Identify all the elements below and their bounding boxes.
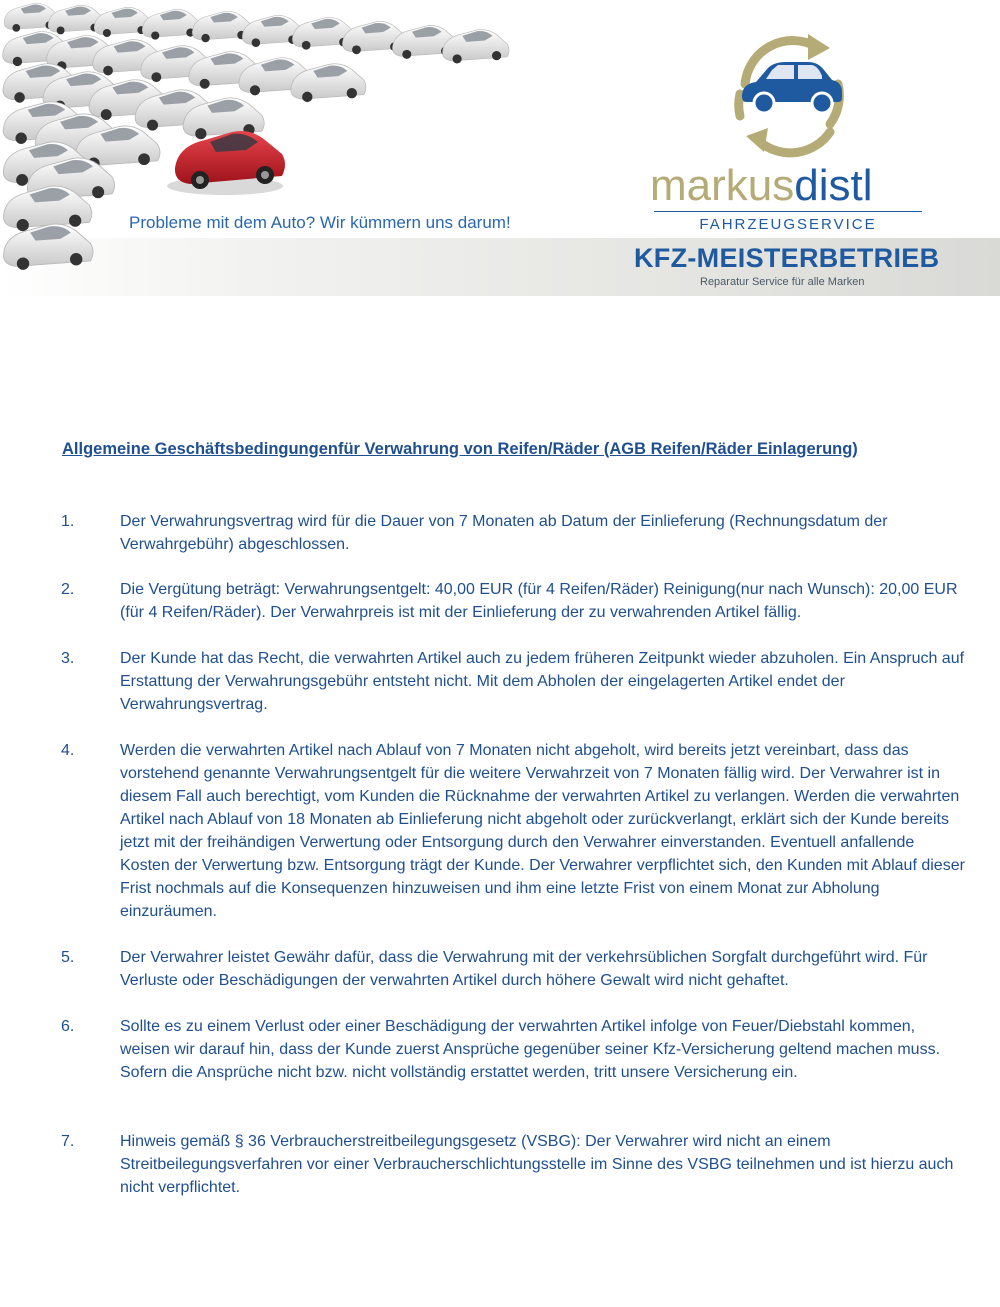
brand-subtitle: FAHRZEUGSERVICE bbox=[699, 216, 877, 233]
term-text: Sollte es zu einem Verlust oder einer Beschädigung der verwahrten Artikel infolge von Feuer/Diebstahl kommen, weisen wir darauf hin, dass der Kunde zuerst Ansprüche gegenüber seiner Kfz-Versicherung geltend machen muss. Sofern die Ansprüche nicht bzw. nicht vollständig erstattet werden, tritt unsere Versicherung ein. bbox=[120, 1018, 941, 1081]
term-number: 1. bbox=[61, 513, 75, 530]
term-number: 2. bbox=[61, 581, 75, 598]
brand-last-name: distl bbox=[794, 161, 873, 210]
term-text: Hinweis gemäß § 36 Verbraucherstreitbeilegungsgesetz (VSBG): Der Verwahrer wird nicht an einem Streitbeilegungsverfahren vor einer Verbraucherschlichtungsstelle im Sinne des VSBG teilnehmen und ist hierzu auch nicht verpflichtet. bbox=[120, 1133, 954, 1196]
car-icon bbox=[742, 62, 842, 113]
logo-emblem bbox=[720, 24, 860, 164]
car-fleet-illustration bbox=[0, 0, 560, 300]
red-car bbox=[167, 131, 285, 195]
term-number: 6. bbox=[61, 1018, 75, 1035]
term-number: 5. bbox=[61, 949, 75, 966]
term-text: Werden die verwahrten Artikel nach Ablauf von 7 Monaten nicht abgeholt, wird bereits jetzt vereinbart, dass das vorstehend genannte Verwahrungsentgelt für die weitere Verwahrzeit von 7 Monaten fällig wird. Der Verwahrer ist in diesem Fall auch berechtigt, vom Kunden die Rücknahme der verwahrten Artikel zu verlangen. Werden die verwahrten Artikel nach Ablauf von 18 Monaten ab Einlieferung nicht abgeholt oder zurückverlangt, erklärt sich der Kunde bereits jetzt mit der freihändigen Verwertung oder Entsorgung durch den Verwahrer einverstanden. Eventuell anfallende Kosten der Verwertung bzw. Entsorgung trägt der Kunde. Der Verwahrer verpflichtet sich, den Kunden mit Ablauf dieser Frist nochmals auf die Konsequenzen hinzuweisen und ihm eine letzte Frist von einem Monat zur Abholung einzuräumen. bbox=[120, 742, 965, 920]
term-text: Die Vergütung beträgt: Verwahrungsentgelt: 40,00 EUR (für 4 Reifen/Räder) Reinigung(nur nach Wunsch): 20,00 EUR (für 4 Reifen/Räder). Der Verwahrpreis ist mit der Einlieferung der zu verwahrenden Artikel fällig. bbox=[120, 581, 958, 621]
term-text: Der Kunde hat das Recht, die verwahrten Artikel auch zu jedem früheren Zeitpunkt wieder abzuholen. Ein Anspruch auf Erstattung der Verwahrungsgebühr entsteht nicht. Mit dem Abholen der eingelagerten Artikel endet der Verwahrungsvertrag. bbox=[120, 650, 965, 713]
brand-wordmark bbox=[650, 161, 925, 211]
term-number: 3. bbox=[61, 650, 75, 667]
white-car bbox=[443, 30, 509, 64]
page-header bbox=[0, 0, 1000, 300]
term-text: Der Verwahrungsvertrag wird für die Dauer von 7 Monaten ab Datum der Einlieferung (Rechnungsdatum der Verwahrgebühr) abgeschlossen. bbox=[120, 513, 888, 553]
brand-divider bbox=[654, 211, 922, 212]
meister-heading: KFZ-MEISTERBETRIEB bbox=[634, 243, 940, 273]
meister-subheading: Reparatur Service für alle Marken bbox=[700, 276, 865, 288]
term-number: 7. bbox=[61, 1133, 75, 1150]
document-title: Allgemeine Geschäftsbedingungenfür Verwahrung von Reifen/Räder (AGB Reifen/Räder Einlagerung) bbox=[62, 440, 858, 458]
brand-first-name: markus bbox=[650, 161, 795, 210]
header-tagline: Probleme mit dem Auto? Wir kümmern uns darum! bbox=[129, 213, 511, 232]
term-text: Der Verwahrer leistet Gewähr dafür, dass die Verwahrung mit der verkehrsüblichen Sorgfalt durchgeführt wird. Für Verluste oder Beschädigungen der verwahrten Artikel durch höhere Gewalt wird nicht gehaftet. bbox=[120, 949, 928, 989]
term-number: 4. bbox=[61, 742, 75, 759]
white-car bbox=[3, 224, 93, 270]
